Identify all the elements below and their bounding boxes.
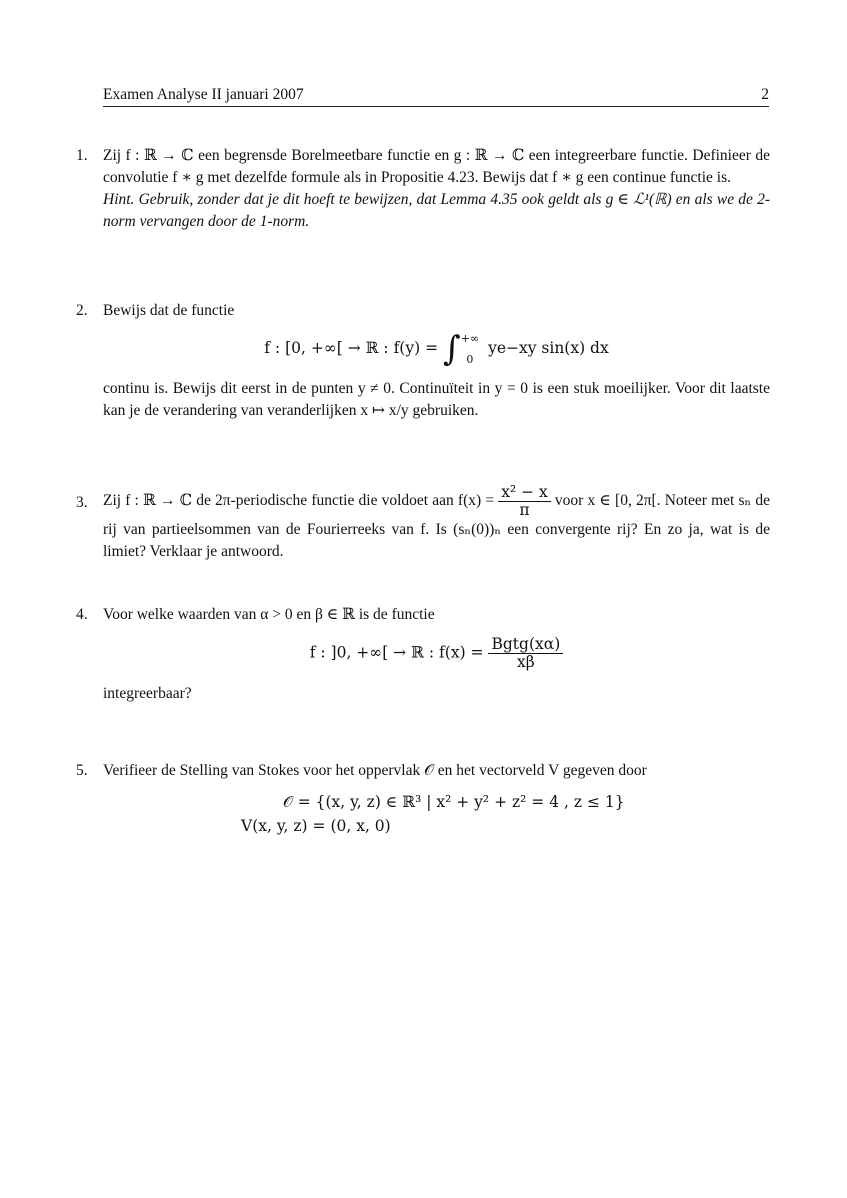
question-outro: integreerbaar? [103,685,192,702]
fraction-numerator: x² − x [498,484,551,502]
question-intro: Verifieer de Stelling van Stokes voor het oppervlak 𝒪 en het vectorveld V gegeven door [103,762,647,779]
question-number: 4. [76,606,88,623]
text-before-fraction: Zij f : ℝ → ℂ de 2π-periodische functie die voldoet aan f(x) = [103,492,495,510]
page-header [103,80,769,107]
question-intro: Voor welke waarden van α > 0 en β ∈ ℝ is de functie [103,606,435,623]
question-1 [76,145,770,233]
formula-left: f : ]0, +∞[ → ℝ : f(x) = [309,643,484,662]
fraction [488,636,563,671]
fraction-denominator: xβ [517,653,535,671]
question-number: 5. [76,762,88,779]
question-2 [76,300,770,422]
function-formula [103,636,770,671]
question-text [103,484,770,563]
integral-lower: 0 [466,353,474,366]
question-5 [76,760,770,838]
integral-sign: ∫ [443,329,461,369]
question-intro: Bewijs dat de functie [103,302,235,319]
vectorfield-equation: V(x, y, z) = (0, x, 0) [241,817,391,835]
question-4 [76,604,770,705]
integral-limits [461,332,479,366]
fraction-numerator: Bgtg(xα) [488,636,563,654]
text-after-fraction: voor x ∈ [0, 2π[. Noteer met sₙ de rij van partieelsommen van de Fourierreeks van f. Is (sₙ(0))ₙ een convergente rij? En zo ja, wat is de limiet? Verklaar je antwoord. [103,492,770,560]
formula-left: f : [0, +∞[ → ℝ : f(y) = [264,339,439,357]
fraction-denominator: π [519,501,530,519]
page-number: 2 [761,86,769,103]
integral-formula [103,329,770,369]
fraction [498,484,551,519]
question-text: continu is. Bewijs dit eerst in de punten y ≠ 0. Continuïteit in y = 0 is een stuk moeilijker. Voor dit laatste kan je de verandering van veranderlijken x ↦ x/y gebruiken. [103,380,770,419]
surface-equation: 𝒪 = {(x, y, z) ∈ ℝ³ | x² + y² + z² = 4 , z ≤ 1} [283,793,625,811]
question-number: 1. [76,147,88,164]
question-number: 2. [76,302,88,319]
question-number: 3. [76,494,88,511]
integrand: ye−xy sin(x) dx [488,339,609,357]
hint-text: Hint. Gebruik, zonder dat je dit hoeft te bewijzen, dat Lemma 4.35 ook geldt als g ∈ ℒ¹(ℝ) en als we de 2-norm vervangen door de 1-norm. [103,191,770,230]
integral-upper: +∞ [460,332,480,345]
equation-block [103,790,770,838]
question-text: Zij f : ℝ → ℂ een begrensde Borelmeetbare functie en g : ℝ → ℂ een integreerbare functie. Definieer de convolutie f ∗ g met dezelfde formule als in Propositie 4.23. Bewijs dat f ∗ g een continue functie is. [103,147,770,186]
header-title: Examen Analyse II januari 2007 [103,86,304,103]
question-3 [76,484,770,563]
